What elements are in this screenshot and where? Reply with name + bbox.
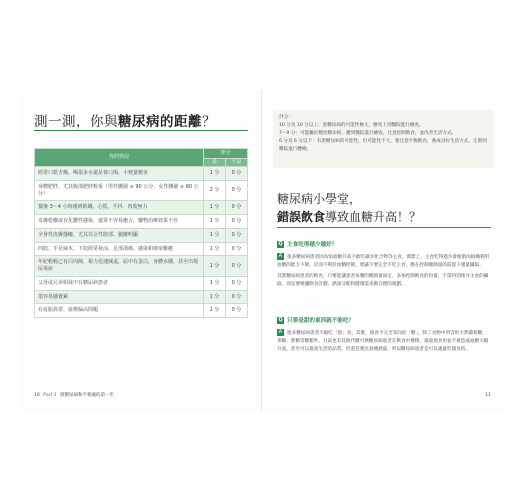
row-yes-score: 1 分 <box>204 228 226 242</box>
answer-paragraph: A 很多糖尿病患者不敢吃「甜」食，其實，甜食不完全等同於「糖」，除了食物中所含的天然葡萄糖、果糖、蔗糖等糖類外，目前也有其他代糖可供糖尿病患者在飲食中選擇，適量地食用並不會造成血糖大幅升高，甚至可以提高生活的品質，但還是要注意總熱量，所以糖尿病患者是可以適量吃甜食的。 <box>277 329 489 353</box>
table-row <box>35 215 248 229</box>
table-row <box>35 242 248 256</box>
answer-paragraph: 其實糖尿病患者的飲食，只要能讓患者每餐的總熱量固定，多加控制飲食的份量，不需特別排斥主食的攝取，而是要根據飲食計劃、熱量分配和健康需求做合理的規劃。 <box>277 274 489 288</box>
left-page <box>20 90 262 412</box>
row-no-score: 0 分 <box>226 304 248 318</box>
row-no-score: 0 分 <box>226 290 248 304</box>
row-yes-score: 1 分 <box>204 290 226 304</box>
header-yes: 是 <box>204 159 226 167</box>
title-rule <box>277 227 491 228</box>
row-yes-score: 1 分 <box>204 242 226 256</box>
part-label: Part 1 <box>43 393 57 398</box>
row-no-score: 0 分 <box>226 201 248 215</box>
row-yes-score: 1 分 <box>204 201 226 215</box>
score-line: 10 分及 10 分以上：患糖尿病的可能性極大，應馬上到醫院進行檢查。 <box>279 123 424 129</box>
table-row <box>35 304 248 318</box>
row-situation: 經常口乾舌燥，喝很多水還是會口渴，小便量變多 <box>35 167 204 181</box>
chapter-title: 與糖尿病和平相處的第一步 <box>60 393 114 398</box>
right-page <box>263 90 505 412</box>
row-situation: 餐後 3～4 小時感到飢餓、心慌、手抖、四肢無力 <box>35 201 204 215</box>
section-title-line1: 糖尿病小學堂， <box>277 192 362 206</box>
score-key-box <box>273 110 493 168</box>
row-yes-score: 1 分 <box>204 304 226 318</box>
answer-block <box>277 253 491 292</box>
q-badge-icon: Q <box>278 241 283 247</box>
row-no-score: 0 分 <box>226 228 248 242</box>
row-no-score: 0 分 <box>226 215 248 229</box>
title-rule <box>34 130 248 131</box>
row-no-score: 0 分 <box>226 180 248 201</box>
answer-block <box>277 329 491 357</box>
page-title: 測一測，你與糖尿病的距離？ <box>34 114 216 130</box>
row-yes-score: 1 分 <box>204 276 226 290</box>
score-label: 評分： <box>279 115 293 120</box>
page-number: 10 <box>34 393 40 398</box>
row-situation: 全身性皮膚搔癢，尤其以女性陰部、腿癢明顯 <box>35 228 204 242</box>
table-row <box>35 256 248 277</box>
row-situation: 父母或兄弟姐妹中有糖尿病患者 <box>35 276 204 290</box>
table-row <box>35 228 248 242</box>
question-heading: Q 主食吃得越少越好？ <box>278 241 338 248</box>
title-emphasis: 糖尿病的距離 <box>118 114 202 130</box>
header-no: 不是 <box>226 159 248 167</box>
row-yes-score: 1 分 <box>204 256 226 277</box>
score-line: 6 分及 6 分以下：有患糖尿病的可能性，但可能性不大，要注意平衡飲食，養成良好生活方式，定期到醫院進行體檢。 <box>279 139 487 153</box>
row-situation: 身體肥胖，尤其腹部肥胖較重（男性腰圍 ≥ 90 公分，女性腰圍 ≥ 80 公分） <box>35 180 204 201</box>
book-spread <box>20 90 505 412</box>
section-title-line2: 錯誤飲食導致血糖升高！？ <box>277 210 422 224</box>
table-row <box>35 276 248 290</box>
row-no-score: 0 分 <box>226 256 248 277</box>
header-score: 評分 <box>204 149 248 159</box>
table-row <box>35 201 248 215</box>
score-line: 7～9 分：可能屬於輕度糖尿病，應到醫院進行檢查，注意控制飲食，並改善生活方式。 <box>279 131 457 137</box>
a-badge-icon: A <box>278 253 283 259</box>
row-yes-score: 1 分 <box>204 167 226 181</box>
row-no-score: 0 分 <box>226 276 248 290</box>
q-badge-icon: Q <box>278 317 283 323</box>
row-situation: 年紀輕輕已有白內障，視力迅速減退，屈中有蛋白，身體水腫，甚至出現尿毒症 <box>35 256 204 277</box>
table-row <box>35 180 248 201</box>
row-situation: 四肢、手足麻木，下肢經常發涼，足部潰瘍、感染和壞疽難癒 <box>35 242 204 256</box>
a-badge-icon: A <box>278 329 283 335</box>
row-situation: 有血脂異常、血壓偏高問題 <box>35 304 204 318</box>
risk-checklist-table <box>34 148 248 318</box>
question-heading: Q 只要是甜的東西就不能吃？ <box>278 317 355 324</box>
title-emphasis: 錯誤飲食 <box>277 210 326 224</box>
row-situation: 皮膚乾癢或有化膿性感染，還常不容易癒合，藥物治療效果不佳 <box>35 215 204 229</box>
row-yes-score: 1 分 <box>204 215 226 229</box>
left-folio <box>34 392 114 398</box>
row-no-score: 0 分 <box>226 242 248 256</box>
table-row <box>35 290 248 304</box>
answer-paragraph: A 很多糖尿病患者因為怕血糖升高不敢吃碳水化合物等主食，實際上，主食吃得過少會使肌肉組織利用血糖的能力下降，反而不利於血糖控制，建議不要完全不吃主食，應在控制總熱量的前提下適量攝取。 <box>277 253 490 269</box>
row-situation: 很容易感覺累 <box>35 290 204 304</box>
table-row <box>35 167 248 181</box>
page-number: 11 <box>485 393 491 398</box>
row-yes-score: 2 分 <box>204 180 226 201</box>
header-situation: 你的情況 <box>35 149 204 167</box>
row-no-score: 0 分 <box>226 167 248 181</box>
